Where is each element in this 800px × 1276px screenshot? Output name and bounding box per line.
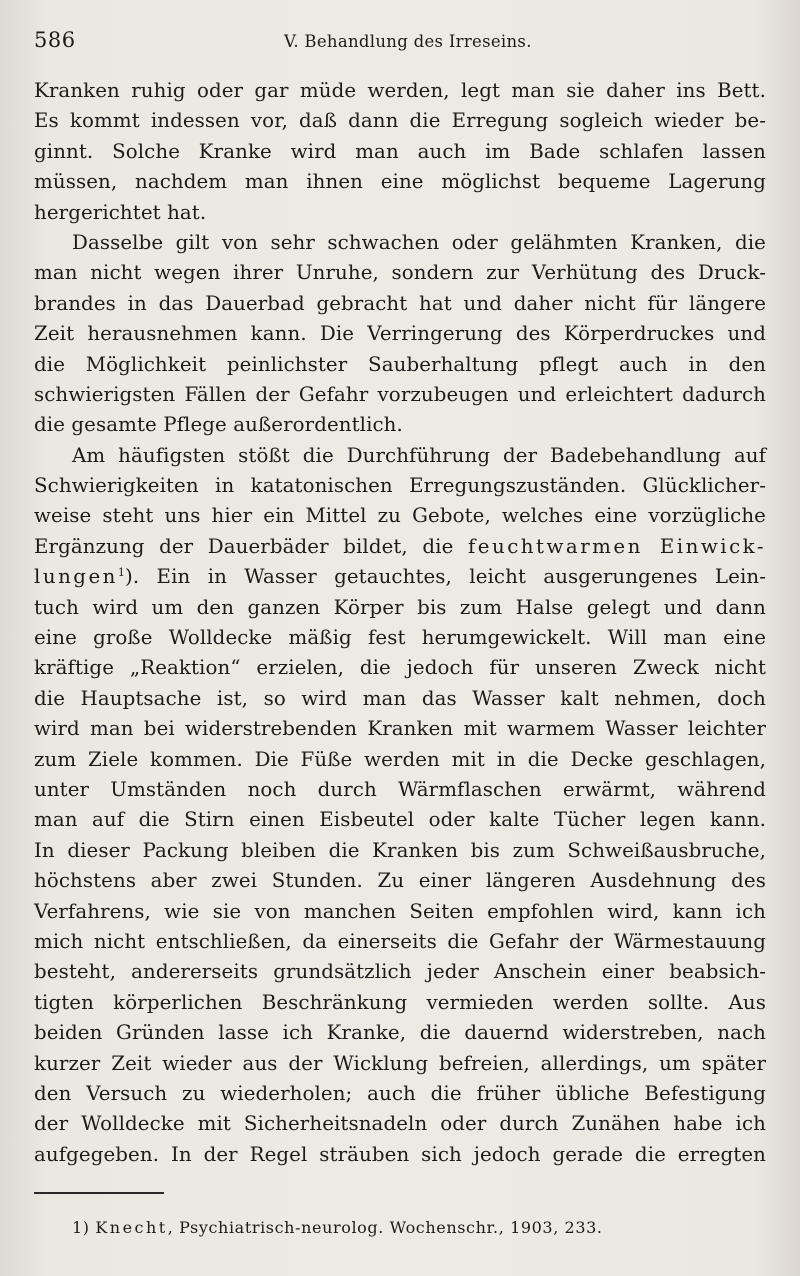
body-text <box>34 76 766 1170</box>
text-line: weise steht uns hier ein Mittel zu Gebote, welches eine vorzügliche <box>34 504 766 528</box>
text-line: kurzer Zeit wieder aus der Wicklung befreien, allerdings, um später <box>34 1051 766 1075</box>
text-line: Kranken ruhig oder gar müde werden, legt man sie daher ins Bett. <box>34 79 766 102</box>
text-line: Zeit herausnehmen kann. Die Verringerung des Körperdruckes und <box>34 322 766 346</box>
text-line: ginnt. Solche Kranke wird man auch im Bade schlafen lassen <box>34 139 766 163</box>
text-line: Dasselbe gilt von sehr schwachen oder gelähmten Kranken, die <box>72 230 766 254</box>
text-line: eine große Wolldecke mäßig fest herumgewickelt. Will man eine <box>34 626 766 650</box>
text-line <box>34 532 766 562</box>
emphasized-term: lungen <box>34 565 118 589</box>
text-segment: Ergänzung der Dauerbäder bildet, die <box>34 534 454 558</box>
text-line <box>34 562 766 592</box>
text-line: beiden Gründen lasse ich Kranke, die dauernd widerstreben, nach <box>34 1021 766 1045</box>
text-line: höchstens aber zwei Stunden. Zu einer längeren Ausdehnung des <box>34 869 766 893</box>
text-line: die Möglichkeit peinlichster Sauberhaltung pflegt auch in den <box>34 352 766 376</box>
page-number: 586 <box>34 28 76 52</box>
footnote-citation: , Psychiatrisch-neurolog. Wochenschr., 1903, 233. <box>167 1218 603 1237</box>
running-head: V. Behandlung des Irreseins. <box>284 32 532 51</box>
text-line: müssen, nachdem man ihnen eine möglichst bequeme Lagerung <box>34 170 766 194</box>
text-line: man nicht wegen ihrer Unruhe, sondern zur Verhütung des Druck- <box>34 261 766 285</box>
text-line: Es kommt indessen vor, daß dann die Erregung sogleich wieder be- <box>34 109 766 133</box>
footnote-marker: 1) <box>72 1218 96 1237</box>
text-line: kräftige „Reaktion“ erzielen, die jedoch für unseren Zweck nicht <box>34 656 766 680</box>
text-line: hergerichtet hat. <box>34 200 207 224</box>
emphasized-term: feuchtwarmen Einwick- <box>467 534 766 558</box>
text-line: den Versuch zu wiederholen; auch die früher übliche Befestigung <box>34 1081 766 1105</box>
text-line: mich nicht entschließen, da einerseits die Gefahr der Wärmestauung <box>34 929 766 953</box>
text-line: In dieser Packung bleiben die Kranken bis zum Schweißausbruche, <box>34 838 766 862</box>
text-line: wird man bei widerstrebenden Kranken mit warmem Wasser leichter <box>34 717 766 741</box>
footnote-author: Knecht <box>95 1218 168 1237</box>
text-line: zum Ziele kommen. Die Füße werden mit in die Decke geschlagen, <box>34 747 766 771</box>
text-line: Am häufigsten stößt die Durchführung der Badebehandlung auf <box>72 443 766 467</box>
text-line: tigten körperlichen Beschränkung vermieden werden sollte. Aus <box>34 990 766 1014</box>
footnote <box>72 1218 603 1237</box>
text-line: aufgegeben. In der Regel sträuben sich jedoch gerade die erregten <box>34 1142 766 1166</box>
text-line: unter Umständen noch durch Wärmflaschen erwärmt, während <box>34 777 766 801</box>
text-line: die gesamte Pflege außerordentlich. <box>34 413 403 437</box>
text-line: besteht, andererseits grundsätzlich jeder Anschein einer beabsich- <box>34 960 766 984</box>
text-line: tuch wird um den ganzen Körper bis zum Halse gelegt und dann <box>34 595 766 619</box>
text-line: brandes in das Dauerbad gebracht hat und daher nicht für längere <box>34 291 766 315</box>
text-line: der Wolldecke mit Sicherheitsnadeln oder durch Zunähen habe ich <box>34 1112 766 1136</box>
footnote-reference: 1 <box>117 566 126 580</box>
text-segment: ). Ein in Wasser getauchtes, leicht ausgerungenes Lein- <box>125 565 766 589</box>
text-line: schwierigsten Fällen der Gefahr vorzubeugen und erleichtert dadurch <box>34 382 766 406</box>
text-line: die Hauptsache ist, so wird man das Wasser kalt nehmen, doch <box>34 686 766 710</box>
text-line: man auf die Stirn einen Eisbeutel oder kalte Tücher legen kann. <box>34 808 766 832</box>
text-line: Schwierigkeiten in katatonischen Erregungszuständen. Glücklicher- <box>34 474 766 498</box>
footnote-divider <box>34 1192 164 1194</box>
page-header <box>34 28 774 62</box>
text-line: Verfahrens, wie sie von manchen Seiten empfohlen wird, kann ich <box>34 899 766 923</box>
